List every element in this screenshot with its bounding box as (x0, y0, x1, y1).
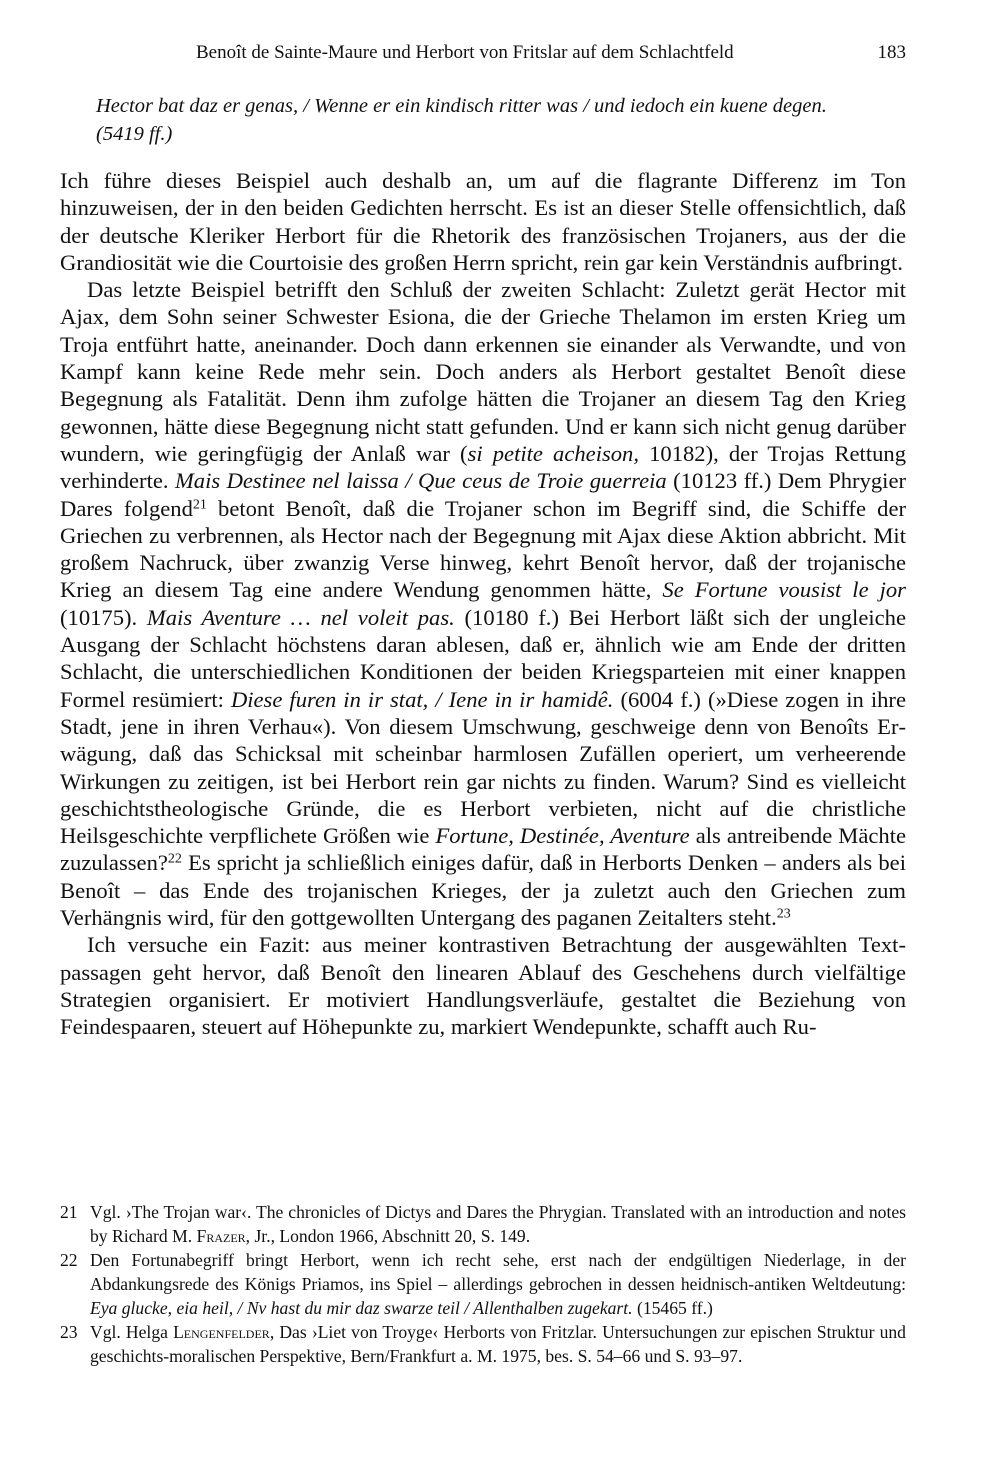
footnote-text: , Jr., London 1966, Abschnitt 20, S. 149. (245, 1226, 531, 1246)
footnote-number: 21 (60, 1202, 78, 1222)
author-name: Lengenfelder (173, 1322, 270, 1342)
citation-italic: si petite acheison, (467, 440, 640, 466)
footnote-ref-23[interactable]: 23 (776, 906, 791, 922)
citation-italic: Mais Destinee nel laissa / Que ceus de Troie guerreia (174, 468, 667, 494)
footnotes (60, 1200, 906, 1368)
text-run: als antreibende Mächte zuzulassen? (60, 823, 907, 876)
citation-italic: Mais Aventure … nel voleit pas. (146, 604, 455, 630)
text-run: Das letzte Beispiel betrifft den Schluß der zweiten Schlacht: Zuletzt gerät Hector mit Ajax, dem Sohn seiner Schwester Esiona, die der Grieche Thelamon im ersten Krieg um Troja entführt hatte, aneinander. Doch dann erkennen sie einander als Verwandte, und von Kampf kann keine Rede mehr sein. Doch anders als Herbort gestaltet Benoît diese Begegnung als Fatalität. Denn ihm zufolge hätten die Trojaner an diesem Tag den Krieg gewonnen, hätte diese Begegnung nicht statt gefunden. Und er kann sich nicht genug darüber wundern, wie geringfügig der Anlaß war ( (60, 277, 906, 466)
text-run: (10175). (60, 604, 147, 630)
footnote-number: 23 (60, 1322, 78, 1342)
text-run: Es spricht ja schließlich einiges dafür, daß in Herborts Denken – anders als bei Benoît – das Ende des trojanischen Krieges, der ja zuletzt auch den Griechen zum Verhängnis wird, für den gottgewollten Untergang des paganen Zeitalters steht. (60, 850, 906, 931)
text-run: (10123 ff.) Dem Phrygier Dares folgend (60, 468, 906, 521)
text-run: (10180 f.) Bei Herbort läßt sich der ungleiche Ausgang der Schlacht höchstens daran ablesen, daß er, ähnlich wie am Ende der dritten Schlacht, die unterschiedlichen Konditionen der beiden Kriegsparteien mit einer knappen Formel resümiert: (60, 604, 906, 712)
citation-italic: Diese furen in ir stat, / Iene in ir hamidê. (230, 686, 614, 712)
footnote-22 (60, 1248, 906, 1320)
verse-text: Hector bat daz er genas, / Wenne er ein kindisch ritter was / und iedoch ein kuene degen. (96, 95, 827, 117)
author-name: Frazer (196, 1226, 246, 1246)
footnote-text: , Das ›Liet von Troyge‹ Herborts von Fritzlar. Untersuchungen zur epischen Struktur und geschichts-moralischen Perspektive, Bern/Frankfurt a. M. 1975, bes. S. 54–66 und S. 93–97. (90, 1322, 906, 1366)
paragraph-1: Ich führe dieses Beispiel auch deshalb an, um auf die flagrante Differenz im Ton hinzuweisen, der in den beiden Gedichten herrscht. Es ist an dieser Stelle offensichtlich, daß der deutsche Kleriker Herbort für die Rhetorik des französischen Trojaners, aus der die Grandiosität wie die Courtoisie des großen Herrn spricht, rein gar kein Verständnis aufbringt. (60, 168, 906, 275)
page-number: 183 (877, 42, 906, 63)
footnote-text: Vgl. Helga (90, 1322, 174, 1342)
paragraph-3: Ich versuche ein Fazit: aus meiner kontrastiven Betrachtung der ausgewählten Textpassagen geht hervor, daß Benoît den linearen Ablauf des Geschehens durch vielfältige Strategien organisiert. Er motiviert Handlungsverläufe, gestaltet die Beziehung von Feindespaaren, steuert auf Höhepunkte zu, markiert Wendepunkte, schafft auch Ru- (60, 932, 906, 1040)
citation-italic: Fortune, Destinée, Aventure (435, 823, 690, 849)
footnote-text: (15465 ff.) (632, 1298, 713, 1318)
paragraph-2 (60, 276, 906, 931)
footnote-number: 22 (60, 1250, 78, 1270)
footnote-23 (60, 1320, 906, 1368)
citation-italic: Se Fortune vousist le jor (662, 577, 906, 603)
footnote-text: Vgl. ›The Trojan war‹. The chronicles of Dictys and Dares the Phrygian. Translated with an introduction and notes by Richard M. (90, 1202, 906, 1246)
verse-reference: (5419 ff.) (96, 123, 173, 145)
running-head (60, 38, 906, 68)
citation-italic: Eya glucke, eia heil, / Nv hast du mir daz swarze teil / Allenthalben zugekart. (90, 1298, 633, 1318)
footnote-ref-22[interactable]: 22 (167, 851, 182, 867)
text-run: (6004 f.) (»Diese zogen in ihre Stadt, jene in ihren Verhau«). Von diesem Umschwung, geschweige denn von Benoîts Erwägung, daß das Schicksal mit scheinbar harmlosen Zufällen operiert, um verheerende Wirkungen zu zeitigen, ist bei Herbort rein gar nichts zu finden. Warum? Sind es vielleicht geschichtstheologische Gründe, die es Herbort verbieten, nicht auf die christliche Heilsgeschichte verpflichete Größen wie (60, 686, 906, 849)
verse-quotation (96, 92, 906, 148)
footnote-ref-21[interactable]: 21 (192, 496, 207, 512)
running-title: Benoît de Sainte-Maure und Herbort von Fritslar auf dem Schlachtfeld (196, 42, 734, 63)
text-run: 10182), der Trojas Rettung verhinderte. (60, 440, 906, 494)
text-run: betont Benoît, daß die Trojaner schon im Begriff sind, die Schiffe der Griechen zu verbrennen, als Hector nach der Begegnung mit Ajax diese Aktion abbricht. Mit großem Nachruck, über zwanzig Verse hinweg, kehrt Benoît hervor, daß der trojanische Krieg an diesem Tag eine andere Wendung genommen hätte, (60, 495, 906, 603)
footnote-21 (60, 1200, 906, 1248)
body-text (60, 167, 906, 1041)
footnote-text: Den Fortunabegriff bringt Herbort, wenn ich recht sehe, erst nach der endgültigen Niederlage, in der Abdankungsrede des Königs Priamos, ins Spiel – allerdings gebrochen in dessen heidnisch-antiken Weltdeutung: (90, 1250, 906, 1294)
